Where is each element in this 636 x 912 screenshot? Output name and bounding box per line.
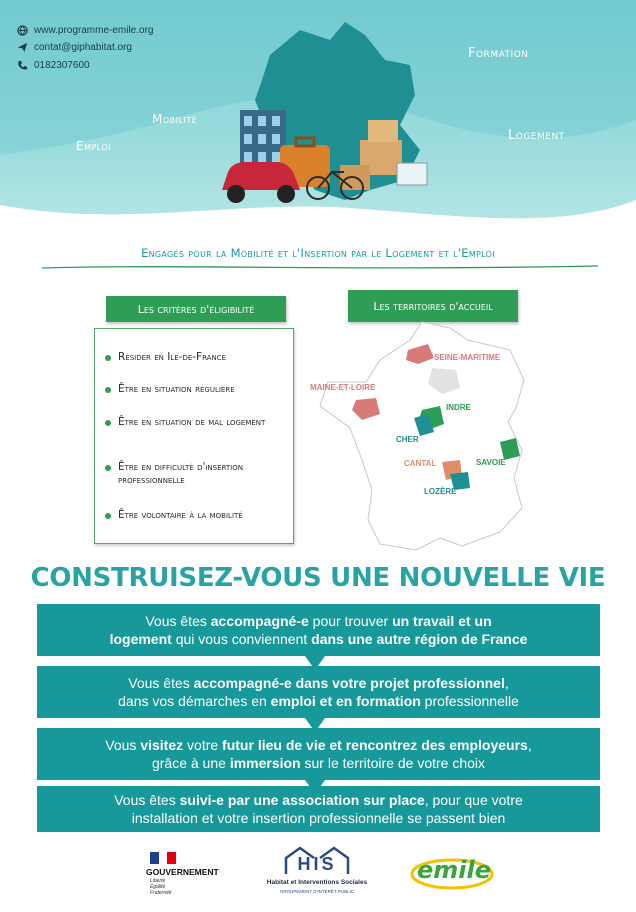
monitor xyxy=(397,163,427,185)
emphasis-text: un travail et un xyxy=(392,613,492,629)
step-text: professionnelle xyxy=(420,693,519,709)
emphasis-text: dans une autre région de France xyxy=(311,631,528,647)
step-text: , xyxy=(504,675,509,691)
step-2-line-1 xyxy=(37,674,600,692)
map-label-lozere: LOZÈRE xyxy=(424,487,457,496)
criteria-title: Les critères d'éligibilité xyxy=(106,296,286,322)
gouvernement-logo xyxy=(146,852,242,898)
criteria-item xyxy=(105,416,285,429)
emphasis-text: futur lieu de vie et rencontrez des employeurs xyxy=(222,737,528,753)
his-name: Habitat et Interventions Sociales xyxy=(266,879,368,886)
step-text: qui vous conviennent xyxy=(171,631,312,647)
step-text: pour trouver xyxy=(308,613,393,629)
emphasis-text: emploi et en formation xyxy=(270,693,421,709)
map-label-cher: CHER xyxy=(396,435,419,444)
step-4-line-2 xyxy=(37,809,600,827)
french-flag-icon xyxy=(150,852,176,864)
emphasis-text: logement xyxy=(109,631,172,647)
step-text: Vous êtes xyxy=(128,675,194,691)
criteria-item xyxy=(105,509,285,522)
criteria-item-text: Être en situation régulière xyxy=(118,383,235,395)
emile-logo xyxy=(410,852,494,892)
step-3-line-1 xyxy=(37,736,600,754)
tagline: Engagés pour la Mobilité et l'Insertion par le Logement et l'Emploi xyxy=(141,246,495,260)
step-2-line-2 xyxy=(37,692,600,710)
criteria-item xyxy=(105,461,285,487)
gov-motto-1: Liberté xyxy=(150,878,166,884)
criteria-box xyxy=(94,328,294,544)
gov-name: GOUVERNEMENT xyxy=(146,867,219,877)
step-3 xyxy=(37,728,600,780)
hero-banner xyxy=(0,0,636,230)
map-label-cantal: CANTAL xyxy=(404,459,437,468)
step-1-line-1 xyxy=(37,612,600,630)
criteria-item-text: Être en situation de mal logement xyxy=(118,416,266,428)
gov-motto xyxy=(150,878,171,896)
step-text: dans vos démarches en xyxy=(118,693,271,709)
criteria-item xyxy=(105,351,285,364)
step-text: , pour que votre xyxy=(424,792,523,808)
step-text: , xyxy=(527,737,532,753)
step-4-line-1 xyxy=(37,791,600,809)
map-label-maine-et-loire: MAINE-ET-LOIRE xyxy=(310,383,376,392)
emphasis-text: immersion xyxy=(229,755,301,771)
phone-icon xyxy=(16,59,28,71)
hero-word-emploi: Emploi xyxy=(76,139,112,153)
step-text: Vous xyxy=(105,737,141,753)
tagline-underline xyxy=(40,262,600,272)
contact-phone[interactable] xyxy=(16,59,90,71)
step-text: Vous êtes xyxy=(145,613,211,629)
paper-plane-icon xyxy=(16,41,28,53)
contact-website[interactable] xyxy=(16,24,153,36)
hero-word-logement: Logement xyxy=(508,128,565,143)
his-logo xyxy=(262,844,372,900)
step-text: Vous êtes xyxy=(114,792,180,808)
step-1-line-2 xyxy=(37,630,600,648)
criteria-item-text: Résider en Ile-de-France xyxy=(118,351,227,363)
his-sub: GROUPEMENT D'INTÉRÊT PUBLIC xyxy=(279,889,355,894)
globe-icon xyxy=(16,24,28,36)
step-text: installation et votre insertion professionnelle se passent bien xyxy=(131,810,506,826)
email-text: contat@giphabitat.org xyxy=(34,41,132,53)
hero-word-mobilite: Mobilité xyxy=(152,112,198,126)
emphasis-text: visitez xyxy=(140,737,184,753)
criteria-item xyxy=(105,383,285,396)
step-3-line-2 xyxy=(37,754,600,772)
hero-word-formation: Formation xyxy=(468,46,529,61)
website-text: www.programme-emile.org xyxy=(34,24,154,36)
his-letters: HIS xyxy=(297,854,337,874)
emphasis-text: accompagné-e xyxy=(210,613,309,629)
bullet-icon xyxy=(105,420,111,426)
territories-title: Les territoires d'accueil xyxy=(348,290,518,322)
map-label-indre: INDRE xyxy=(446,403,471,412)
contact-email[interactable] xyxy=(16,41,132,53)
bullet-icon xyxy=(105,465,111,471)
step-text: sur le territoire de votre choix xyxy=(300,755,486,771)
step-text: votre xyxy=(183,737,223,753)
phone-text: 0182307600 xyxy=(34,59,90,71)
criteria-item-text: Être en difficulté d'insertion professionnelle xyxy=(118,461,243,486)
bullet-icon xyxy=(105,513,111,519)
step-1 xyxy=(37,604,600,656)
gov-motto-3: Fraternité xyxy=(150,890,172,896)
main-headline: CONSTRUISEZ-VOUS UNE NOUVELLE VIE xyxy=(30,563,606,593)
criteria-item-text: Être volontaire à la mobilité xyxy=(118,509,243,521)
emphasis-text: accompagné-e dans votre projet professionnel xyxy=(193,675,505,691)
map-label-seine-maritime: SEINE-MARITIME xyxy=(434,353,501,362)
step-text: grâce à une xyxy=(151,755,230,771)
step-2 xyxy=(37,666,600,718)
bullet-icon xyxy=(105,387,111,393)
emphasis-text: suivi-e par une association sur place xyxy=(179,792,425,808)
step-4 xyxy=(37,786,600,832)
map-label-savoie: SAVOIE xyxy=(476,458,506,467)
bullet-icon xyxy=(105,355,111,361)
territories-map xyxy=(310,310,536,560)
gov-motto-2: Égalité xyxy=(150,884,166,890)
emile-name: emile xyxy=(416,856,491,884)
